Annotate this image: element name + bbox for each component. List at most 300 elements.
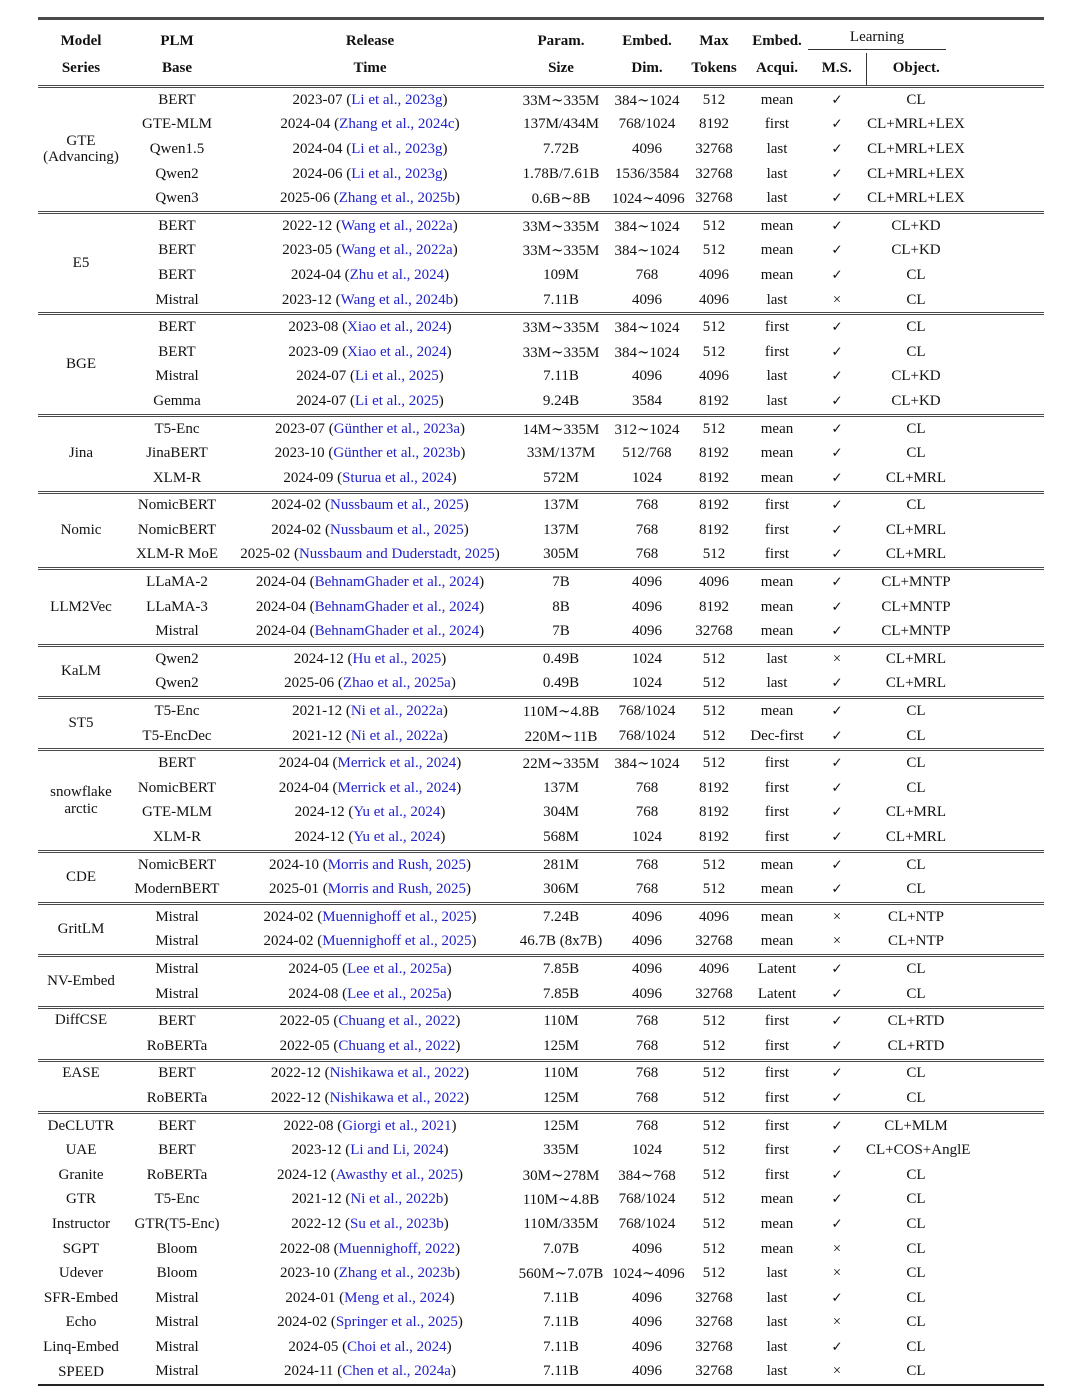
citation-link[interactable]: Hu et al., 2025 bbox=[352, 650, 442, 667]
cell-embed-dim: 1024 bbox=[632, 469, 662, 486]
model-series-line: UAE bbox=[65, 1142, 97, 1159]
table-row bbox=[38, 750, 1044, 776]
cell-param-size: 110M∼4.8B bbox=[522, 1192, 600, 1209]
cell-max-tokens: 512 bbox=[702, 343, 726, 360]
cell-param-size: 7.85B bbox=[510, 956, 612, 982]
citation-link[interactable]: Zhao et al., 2025a bbox=[342, 675, 451, 692]
table-row bbox=[38, 389, 1044, 415]
ms-check-icon: ✓ bbox=[831, 829, 843, 846]
table-row bbox=[38, 441, 1044, 466]
cell-release-time: 2022-12 (Nishikawa et al., 2022) bbox=[230, 1060, 510, 1086]
citation-link[interactable]: Zhang et al., 2023b bbox=[338, 1265, 455, 1282]
cell-embed-acqui: first bbox=[764, 1166, 790, 1183]
model-series-line: Udever bbox=[58, 1265, 104, 1282]
cell-learning-object: CL bbox=[866, 956, 966, 982]
cell-learning-object: CL bbox=[906, 445, 926, 462]
cell-plm-base: T5-Enc bbox=[154, 1191, 200, 1208]
cell-learning-object: CL bbox=[906, 1363, 926, 1380]
col-header-model: Model bbox=[60, 33, 102, 49]
cell-plm-base: Mistral bbox=[124, 956, 230, 982]
cell-max-tokens: 32768 bbox=[695, 190, 733, 207]
citation-link[interactable]: BehnamGhader et al., 2024 bbox=[314, 598, 480, 615]
cell-spacer bbox=[966, 595, 1044, 620]
cell-embed-acqui: first bbox=[746, 1008, 808, 1034]
citation-link[interactable]: Li et al., 2023g bbox=[351, 140, 443, 157]
table-row bbox=[38, 1086, 1044, 1112]
citation-link[interactable]: Lee et al., 2025a bbox=[347, 960, 447, 977]
cell-release-time: 2024-07 (Li et al., 2025) bbox=[296, 392, 444, 409]
citation-link[interactable]: Chuang et al., 2022 bbox=[338, 1037, 456, 1054]
cell-embed-acqui: mean bbox=[746, 904, 808, 930]
col-header-param: Param. bbox=[537, 33, 585, 49]
col-header-spacer bbox=[966, 53, 1044, 87]
cell-learning-object: CL bbox=[906, 343, 926, 360]
col-header-ms: M.S. bbox=[808, 53, 866, 87]
citation-link[interactable]: Nussbaum and Duderstadt, 2025 bbox=[298, 546, 495, 563]
cell-release-time: 2023-12 (Li and Li, 2024) bbox=[291, 1142, 449, 1159]
model-series-label bbox=[38, 1335, 124, 1360]
cell-release-time: 2023-09 (Xiao et al., 2024) bbox=[288, 343, 452, 360]
cell-release-time: 2024-02 (Muennighoff et al., 2025) bbox=[263, 933, 477, 950]
model-series-line: GTR bbox=[66, 1191, 96, 1208]
cell-learning-object: CL+MRL bbox=[885, 546, 947, 563]
cell-param-size: 306M bbox=[543, 881, 579, 898]
cell-release-time: 2024-07 (Li et al., 2025) bbox=[296, 368, 444, 385]
table-row bbox=[38, 1335, 1044, 1360]
cell-embed-dim: 4096 bbox=[632, 368, 662, 385]
citation-link[interactable]: Lee et al., 2025a bbox=[347, 985, 447, 1002]
cell-learning-object: CL bbox=[866, 415, 966, 441]
col-header-release: Release bbox=[345, 33, 395, 49]
cell-ms bbox=[808, 186, 866, 212]
citation-link[interactable]: Zhang et al., 2025b bbox=[338, 190, 455, 207]
citation-link[interactable]: Giorgi et al., 2021 bbox=[342, 1117, 452, 1134]
model-series-line: (Advancing) bbox=[43, 149, 119, 166]
cell-ms bbox=[808, 724, 866, 750]
table-row bbox=[38, 956, 1044, 982]
cell-spacer bbox=[966, 1112, 1044, 1138]
citation-link[interactable]: Muennighoff et al., 2025 bbox=[322, 908, 472, 925]
ms-cross-icon: × bbox=[832, 1314, 842, 1331]
cell-plm-base: T5-Enc bbox=[124, 415, 230, 441]
cell-embed-acqui: first bbox=[764, 1037, 790, 1054]
cell-embed-dim: 768/1024 bbox=[618, 727, 676, 744]
citation-link[interactable]: Zhu et al., 2024 bbox=[349, 266, 445, 283]
cell-ms bbox=[808, 1034, 866, 1060]
cell-embed-dim: 384∼1024 bbox=[614, 344, 680, 361]
cell-param-size: 568M bbox=[543, 829, 579, 846]
cell-param-size: 0.49B bbox=[510, 646, 612, 672]
table-row bbox=[38, 776, 1044, 801]
cell-max-tokens: 4096 bbox=[699, 266, 729, 283]
model-series-label bbox=[38, 1360, 124, 1386]
citation-link[interactable]: Xiao et al., 2024 bbox=[347, 319, 447, 336]
citation-link[interactable]: Li and Li, 2024 bbox=[350, 1142, 444, 1159]
cell-plm-base: Bloom bbox=[156, 1240, 198, 1257]
cell-ms bbox=[808, 492, 866, 518]
citation-link[interactable]: Awasthy et al., 2025 bbox=[335, 1166, 459, 1183]
cell-ms bbox=[808, 1060, 866, 1086]
cell-spacer bbox=[966, 1060, 1044, 1086]
cell-ms bbox=[808, 569, 866, 595]
cell-plm-base: NomicBERT bbox=[124, 851, 230, 877]
table-row bbox=[38, 288, 1044, 314]
cell-param-size: 125M bbox=[543, 1037, 579, 1054]
citation-link[interactable]: Li et al., 2025 bbox=[355, 368, 439, 385]
cell-embed-dim: 768 bbox=[635, 804, 659, 821]
cell-ms bbox=[808, 956, 866, 982]
ms-check-icon: ✓ bbox=[831, 319, 843, 336]
cell-spacer bbox=[966, 930, 1044, 956]
citation-link[interactable]: Günther et al., 2023a bbox=[333, 420, 460, 437]
cell-embed-dim: 1024∼4096 bbox=[612, 1266, 685, 1283]
cell-learning-object: CL bbox=[906, 1089, 926, 1106]
cell-spacer bbox=[966, 1360, 1044, 1386]
ms-check-icon: ✓ bbox=[831, 1338, 843, 1355]
citation-link[interactable]: Merrick et al., 2024 bbox=[337, 779, 457, 796]
citation-link[interactable]: Nishikawa et al., 2022 bbox=[329, 1089, 465, 1106]
cell-embed-acqui: mean bbox=[760, 1191, 794, 1208]
cell-learning-object: CL+MRL bbox=[885, 675, 947, 692]
table-row bbox=[38, 137, 1044, 162]
cell-embed-dim: 768 bbox=[612, 851, 682, 877]
cell-release-time: 2024-10 (Morris and Rush, 2025) bbox=[230, 851, 510, 877]
col-header-series: Series bbox=[38, 53, 124, 87]
cell-plm-base: Mistral bbox=[155, 933, 199, 950]
cell-spacer bbox=[966, 518, 1044, 543]
citation-link[interactable]: Li et al., 2023g bbox=[351, 91, 443, 108]
cell-embed-dim: 768 bbox=[612, 1112, 682, 1138]
citation-link[interactable]: Ni et al., 2022a bbox=[350, 703, 443, 720]
cell-embed-dim: 4096 bbox=[612, 569, 682, 595]
table-row bbox=[38, 646, 1044, 672]
model-series-label bbox=[38, 956, 124, 1008]
cell-ms bbox=[808, 441, 866, 466]
cell-param-size: 7.24B bbox=[510, 904, 612, 930]
cell-ms bbox=[808, 340, 866, 365]
cell-param-size: 1.78B/7.61B bbox=[522, 165, 600, 182]
cell-learning-object: CL bbox=[866, 314, 966, 340]
ms-check-icon: ✓ bbox=[831, 91, 843, 108]
table-row bbox=[38, 1261, 1044, 1286]
cell-release-time: 2025-06 (Zhang et al., 2025b) bbox=[280, 190, 460, 207]
cell-embed-dim: 768 bbox=[635, 521, 659, 538]
cell-ms bbox=[808, 1286, 866, 1311]
ms-check-icon: ✓ bbox=[831, 960, 843, 977]
cell-max-tokens: 8192 bbox=[699, 598, 729, 615]
cell-max-tokens: 512 bbox=[702, 242, 726, 259]
cell-embed-dim: 384∼1024 bbox=[614, 243, 680, 260]
citation-link[interactable]: Nishikawa et al., 2022 bbox=[329, 1065, 465, 1082]
cell-learning-object: CL bbox=[906, 266, 926, 283]
cell-param-size: 8B bbox=[552, 598, 570, 615]
cell-param-size: 110M bbox=[510, 1008, 612, 1034]
cell-ms bbox=[808, 1237, 866, 1262]
cell-max-tokens: 512 bbox=[702, 1142, 726, 1159]
cell-spacer bbox=[966, 87, 1044, 113]
cell-param-size: 137M bbox=[543, 779, 579, 796]
cell-learning-object: CL bbox=[906, 881, 926, 898]
cell-max-tokens: 8192 bbox=[699, 779, 729, 796]
cell-max-tokens: 512 bbox=[682, 415, 746, 441]
cell-ms bbox=[808, 263, 866, 288]
cell-param-size: 335M bbox=[543, 1142, 579, 1159]
citation-link[interactable]: Sturua et al., 2024 bbox=[342, 469, 452, 486]
cell-spacer bbox=[966, 389, 1044, 415]
cell-param-size: 33M/137M bbox=[526, 445, 596, 462]
citation-link[interactable]: Li et al., 2025 bbox=[355, 392, 439, 409]
cell-release-time: 2024-02 (Muennighoff et al., 2025) bbox=[230, 904, 510, 930]
model-series-label bbox=[38, 1112, 124, 1138]
cell-max-tokens: 512 bbox=[682, 646, 746, 672]
cell-plm-base: LLaMA-3 bbox=[146, 598, 208, 615]
cell-embed-acqui: mean bbox=[760, 242, 794, 259]
citation-link[interactable]: Chen et al., 2024a bbox=[342, 1363, 451, 1380]
cell-learning-object: CL bbox=[866, 698, 966, 724]
citation-link[interactable]: Wang et al., 2022a bbox=[341, 217, 453, 234]
table-row bbox=[38, 543, 1044, 569]
cell-learning-object: CL+MRL+LEX bbox=[867, 116, 965, 133]
cell-param-size: 33M∼335M bbox=[522, 92, 600, 109]
table-row bbox=[38, 569, 1044, 595]
cell-spacer bbox=[966, 877, 1044, 903]
cell-plm-base: LLaMA-2 bbox=[124, 569, 230, 595]
col-header-object: Object. bbox=[866, 53, 966, 87]
cell-param-size: 22M∼335M bbox=[510, 750, 612, 776]
cell-embed-acqui: first bbox=[764, 1142, 790, 1159]
citation-link[interactable]: Morris and Rush, 2025 bbox=[327, 856, 467, 873]
learning-label: Learning bbox=[849, 29, 905, 45]
cell-spacer bbox=[966, 543, 1044, 569]
table-row bbox=[38, 904, 1044, 930]
cell-embed-acqui: first bbox=[746, 1112, 808, 1138]
cell-plm-base: Qwen3 bbox=[155, 190, 199, 207]
cell-plm-base: BERT bbox=[124, 212, 230, 238]
cell-max-tokens: 32768 bbox=[695, 623, 733, 640]
cell-max-tokens: 32768 bbox=[695, 1289, 733, 1306]
cell-embed-acqui: first bbox=[764, 779, 790, 796]
citation-link[interactable]: Günther et al., 2023b bbox=[333, 445, 461, 462]
citation-link[interactable]: BehnamGhader et al., 2024 bbox=[314, 574, 480, 591]
ms-check-icon: ✓ bbox=[831, 165, 843, 182]
table-row bbox=[38, 1311, 1044, 1336]
table-row bbox=[38, 724, 1044, 750]
ms-cross-icon: × bbox=[832, 291, 842, 308]
cell-ms bbox=[808, 1335, 866, 1360]
cell-embed-acqui: last bbox=[766, 675, 788, 692]
citation-link[interactable]: Springer et al., 2025 bbox=[335, 1314, 458, 1331]
cell-ms bbox=[808, 904, 866, 930]
cell-ms bbox=[808, 1138, 866, 1163]
model-series-label bbox=[38, 1188, 124, 1213]
cell-embed-acqui: Latent bbox=[746, 956, 808, 982]
cell-learning-object: CL+MRL bbox=[885, 521, 947, 538]
cell-spacer bbox=[966, 851, 1044, 877]
model-series-label bbox=[38, 1060, 124, 1112]
cell-ms bbox=[808, 543, 866, 569]
table-row bbox=[38, 365, 1044, 390]
table-row bbox=[38, 518, 1044, 543]
cell-learning-object: CL+MRL+LEX bbox=[867, 140, 965, 157]
cell-learning-object: CL+MLM bbox=[866, 1112, 966, 1138]
ms-check-icon: ✓ bbox=[831, 985, 843, 1002]
cell-embed-dim: 768 bbox=[635, 1037, 659, 1054]
citation-link[interactable]: Meng et al., 2024 bbox=[344, 1289, 450, 1306]
ms-check-icon: ✓ bbox=[831, 598, 843, 615]
cell-plm-base: T5-Enc bbox=[124, 698, 230, 724]
citation-link[interactable]: Muennighoff, 2022 bbox=[338, 1240, 456, 1257]
cell-plm-base: Mistral bbox=[155, 1338, 199, 1355]
cell-embed-acqui: mean bbox=[760, 469, 794, 486]
learning-span-rule bbox=[808, 29, 946, 50]
citation-link[interactable]: BehnamGhader et al., 2024 bbox=[314, 623, 480, 640]
citation-link[interactable]: Su et al., 2023b bbox=[350, 1215, 444, 1232]
citation-link[interactable]: Merrick et al., 2024 bbox=[337, 755, 457, 772]
table-row bbox=[38, 212, 1044, 238]
citation-link[interactable]: Wang et al., 2024b bbox=[340, 291, 454, 308]
cell-release-time: 2024-11 (Chen et al., 2024a) bbox=[284, 1363, 456, 1380]
cell-spacer bbox=[966, 619, 1044, 645]
cell-param-size: 14M∼335M bbox=[510, 415, 612, 441]
cell-ms bbox=[808, 113, 866, 138]
cell-ms bbox=[808, 314, 866, 340]
cell-embed-dim: 4096 bbox=[632, 598, 662, 615]
model-series-label bbox=[38, 698, 124, 750]
cell-plm-base: Qwen1.5 bbox=[149, 140, 205, 157]
cell-embed-dim: 768/1024 bbox=[618, 1191, 676, 1208]
citation-link[interactable]: Chuang et al., 2022 bbox=[338, 1013, 456, 1030]
model-series-line: GritLM bbox=[57, 921, 105, 938]
citation-link[interactable]: Zhang et al., 2024c bbox=[339, 116, 455, 133]
ms-check-icon: ✓ bbox=[831, 675, 843, 692]
table-row bbox=[38, 1034, 1044, 1060]
cell-param-size: 33M∼335M bbox=[510, 314, 612, 340]
citation-link[interactable]: Wang et al., 2022a bbox=[341, 242, 453, 259]
cell-plm-base: BERT bbox=[158, 91, 196, 108]
cell-spacer bbox=[966, 441, 1044, 466]
cell-spacer bbox=[966, 492, 1044, 518]
cell-ms bbox=[808, 851, 866, 877]
citation-link[interactable]: Li et al., 2023g bbox=[351, 165, 443, 182]
cell-release-time: 2022-05 (Chuang et al., 2022) bbox=[279, 1037, 461, 1054]
cell-ms bbox=[808, 646, 866, 672]
cell-spacer bbox=[966, 288, 1044, 314]
cell-spacer bbox=[966, 776, 1044, 801]
cell-plm-base: Bloom bbox=[156, 1265, 198, 1282]
cell-plm-base: XLM-R MoE bbox=[135, 546, 219, 563]
cell-release-time: 2024-02 (Nussbaum et al., 2025) bbox=[271, 521, 469, 538]
cell-embed-dim: 768 bbox=[612, 492, 682, 518]
cell-learning-object: CL bbox=[866, 851, 966, 877]
model-series-line: Echo bbox=[65, 1314, 97, 1331]
table-row bbox=[38, 1112, 1044, 1138]
cell-param-size: 137M bbox=[510, 492, 612, 518]
citation-link[interactable]: Choi et al., 2024 bbox=[347, 1338, 447, 1355]
ms-check-icon: ✓ bbox=[831, 140, 843, 157]
ms-cross-icon: × bbox=[832, 908, 842, 925]
cell-param-size: 30M∼278M bbox=[522, 1167, 600, 1184]
cell-plm-base: BERT bbox=[124, 1008, 230, 1034]
model-series-label bbox=[38, 1138, 124, 1163]
cell-embed-dim: 4096 bbox=[632, 291, 662, 308]
cell-learning-object: CL+MRL+LEX bbox=[867, 190, 965, 207]
cell-embed-dim: 768 bbox=[635, 881, 659, 898]
cell-learning-object: CL bbox=[906, 1289, 926, 1306]
citation-link[interactable]: Ni et al., 2022b bbox=[350, 1191, 444, 1208]
cell-plm-base: NomicBERT bbox=[137, 779, 217, 796]
ms-check-icon: ✓ bbox=[831, 1289, 843, 1306]
cell-embed-acqui: mean bbox=[760, 881, 794, 898]
cell-plm-base: GTR(T5-Enc) bbox=[134, 1215, 220, 1232]
cell-embed-acqui: mean bbox=[760, 933, 794, 950]
model-series-label bbox=[38, 750, 124, 851]
cell-max-tokens: 512 bbox=[682, 1112, 746, 1138]
ms-check-icon: ✓ bbox=[831, 445, 843, 462]
ms-check-icon: ✓ bbox=[831, 217, 843, 234]
cell-ms bbox=[808, 1311, 866, 1336]
ms-check-icon: ✓ bbox=[831, 546, 843, 563]
citation-link[interactable]: Xiao et al., 2024 bbox=[347, 343, 447, 360]
model-series-line: Granite bbox=[58, 1166, 104, 1183]
cell-learning-object: CL bbox=[866, 492, 966, 518]
cell-learning-object: CL bbox=[906, 727, 926, 744]
cell-plm-base: NomicBERT bbox=[137, 521, 217, 538]
model-series-line: Linq-Embed bbox=[43, 1338, 119, 1355]
cell-embed-acqui: first bbox=[764, 804, 790, 821]
citation-link[interactable]: Muennighoff et al., 2025 bbox=[322, 933, 472, 950]
col-header-acqui: Acqui. bbox=[746, 53, 808, 87]
table-row bbox=[38, 1188, 1044, 1213]
citation-link[interactable]: Nussbaum et al., 2025 bbox=[330, 521, 464, 538]
cell-ms bbox=[808, 1261, 866, 1286]
cell-embed-acqui: first bbox=[764, 1089, 790, 1106]
cell-ms bbox=[808, 137, 866, 162]
cell-ms bbox=[808, 930, 866, 956]
ms-check-icon: ✓ bbox=[831, 1117, 843, 1134]
cell-embed-dim: 768 bbox=[635, 779, 659, 796]
cell-embed-acqui: last bbox=[766, 1265, 788, 1282]
model-series-line: SPEED bbox=[58, 1363, 104, 1380]
table-row bbox=[38, 87, 1044, 113]
model-series-line: LLM2Vec bbox=[50, 598, 112, 615]
cell-embed-acqui: Dec-first bbox=[750, 727, 804, 744]
table-row bbox=[38, 1360, 1044, 1386]
citation-link[interactable]: Nussbaum et al., 2025 bbox=[330, 497, 464, 514]
cell-spacer bbox=[966, 982, 1044, 1008]
cell-plm-base: BERT bbox=[124, 750, 230, 776]
cell-embed-acqui: mean bbox=[760, 91, 794, 108]
table-row bbox=[38, 1060, 1044, 1086]
citation-link[interactable]: Morris and Rush, 2025 bbox=[327, 881, 467, 898]
cell-release-time: 2024-02 (Nussbaum et al., 2025) bbox=[230, 492, 510, 518]
cell-param-size: 7B bbox=[552, 623, 570, 640]
cell-embed-acqui: first bbox=[746, 1060, 808, 1086]
citation-link[interactable]: Yu et al., 2024 bbox=[353, 829, 441, 846]
cell-learning-object: CL bbox=[906, 91, 926, 108]
table-row bbox=[38, 263, 1044, 288]
ms-check-icon: ✓ bbox=[831, 190, 843, 207]
table-row bbox=[38, 672, 1044, 698]
citation-link[interactable]: Yu et al., 2024 bbox=[353, 804, 441, 821]
model-series-label bbox=[38, 1008, 124, 1060]
cell-embed-acqui: Latent bbox=[757, 985, 797, 1002]
citation-link[interactable]: Ni et al., 2022a bbox=[350, 727, 443, 744]
col-header-embed-acqui: Embed. bbox=[752, 33, 802, 49]
table-row bbox=[38, 239, 1044, 264]
cell-max-tokens: 512 bbox=[702, 675, 726, 692]
cell-embed-acqui: mean bbox=[760, 598, 794, 615]
cell-param-size: 281M bbox=[510, 851, 612, 877]
